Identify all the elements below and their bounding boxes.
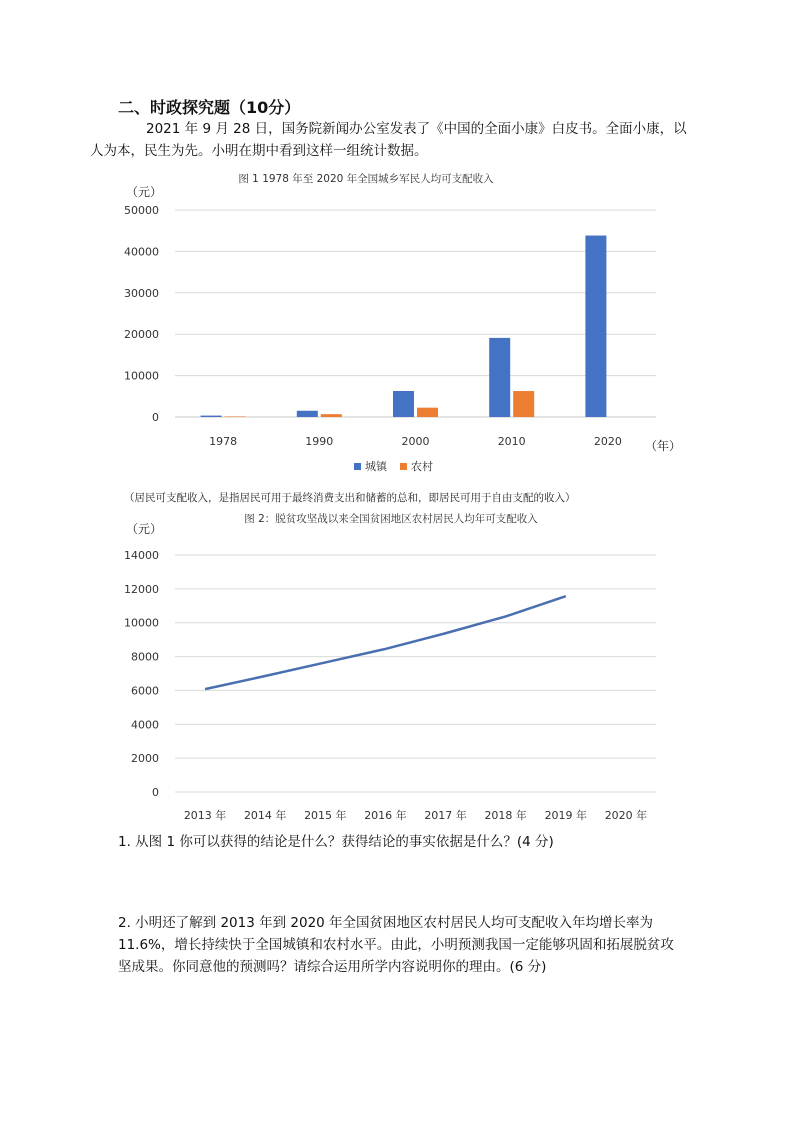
- chart-2-x-tick: 2013 年: [183, 809, 227, 822]
- chart-2-y-tick: 8000: [131, 650, 159, 664]
- chart-1-legend-label: 城镇: [365, 460, 387, 473]
- chart-2-title: 图 2：脱贫攻坚战以来全国贫困地区农村居民人均年可支配收入: [244, 513, 538, 525]
- chart-1-bar-农村: [417, 408, 438, 417]
- chart-2-y-tick: 2000: [131, 752, 159, 766]
- chart-1-y-tick: 30000: [124, 286, 159, 300]
- chart-2-x-tick: 2019 年: [544, 809, 588, 822]
- chart-1-y-tick: 40000: [124, 245, 159, 259]
- chart-2: [0, 507, 794, 827]
- chart-1-legend-swatch: [354, 463, 361, 470]
- intro-paragraph: [90, 118, 693, 162]
- chart-2-y-tick: 4000: [131, 718, 159, 732]
- chart-2-y-tick: 12000: [124, 582, 159, 596]
- chart-1-x-tick: 1978: [209, 435, 238, 448]
- question-2-line-1: 2. 小明还了解到 2013 年到 2020 年全国贫困地区农村居民人均可支配收入年均增长率为: [118, 915, 654, 931]
- chart-2-x-tick: 2016 年: [364, 809, 407, 822]
- chart-2-y-tick: 0: [152, 786, 159, 799]
- chart-1-bar-城镇: [201, 416, 222, 417]
- question-2-line-2: 11.6%，增长持续快于全国城镇和农村水平。由此，小明预测我国一定能够巩固和拓展脱贫攻: [118, 937, 674, 953]
- chart-2-x-tick: 2020 年: [604, 809, 648, 822]
- intro-line-2: 人为本，民生为先。小明在期中看到这样一组统计数据。: [90, 143, 428, 159]
- question-2: [118, 912, 693, 978]
- chart-1-bar-城镇: [393, 391, 414, 417]
- chart-1-y-tick: 0: [152, 411, 159, 424]
- chart-1-x-axis-label: （年）: [645, 439, 682, 453]
- chart-2-x-tick: 2017 年: [424, 809, 467, 822]
- intro-line-1: 2021 年 9 月 28 日，国务院新闻办公室发表了《中国的全面小康》白皮书。全面小康，以: [146, 121, 687, 137]
- question-2-line-3: 坚成果。你同意他的预测吗？请综合运用所学内容说明你的理由。(6 分): [118, 959, 547, 975]
- chart-2-y-axis-label: （元）: [126, 522, 163, 536]
- chart-2-y-tick: 14000: [124, 549, 159, 562]
- chart-1-bar-农村: [513, 391, 534, 417]
- chart-1-x-tick: 2020: [593, 435, 622, 448]
- chart-1-x-tick: 1990: [305, 435, 334, 448]
- chart-1-bar-农村: [225, 416, 246, 417]
- chart-1-bar-城镇: [297, 411, 318, 417]
- chart-1-x-tick: 2000: [401, 435, 430, 448]
- chart-1-bar-城镇: [489, 338, 510, 417]
- chart-1-legend-swatch: [400, 463, 407, 470]
- chart-2-y-tick: 10000: [124, 616, 159, 630]
- chart-2-x-tick: 2014 年: [243, 809, 287, 822]
- chart-2-x-tick: 2018 年: [484, 809, 527, 822]
- chart-1-legend-label: 农村: [411, 460, 433, 473]
- chart-2-series-line: [205, 596, 566, 689]
- chart-2-y-tick: 6000: [131, 684, 159, 698]
- chart-1-bar-农村: [321, 414, 342, 417]
- chart-1-y-tick: 10000: [124, 369, 159, 383]
- chart-2-x-tick: 2015 年: [304, 809, 347, 822]
- chart-1-bar-城镇: [585, 236, 606, 417]
- chart-1-y-tick: 20000: [124, 328, 159, 342]
- question-1: 1. 从图 1 你可以获得的结论是什么？获得结论的事实依据是什么？(4 分): [118, 834, 554, 850]
- income-note: （居民可支配收入，是指居民可用于最终消费支出和储蓄的总和，即居民可用于自由支配的收入）: [124, 492, 576, 504]
- section-title: 二、时政探究题（10分）: [118, 98, 301, 117]
- chart-1-x-tick: 2010: [497, 435, 526, 448]
- chart-1-y-axis-label: （元）: [126, 185, 163, 199]
- chart-1-title: 图 1 1978 年至 2020 年全国城乡军民人均可支配收入: [238, 173, 494, 185]
- chart-1: [0, 165, 794, 485]
- chart-1-y-tick: 50000: [124, 204, 159, 217]
